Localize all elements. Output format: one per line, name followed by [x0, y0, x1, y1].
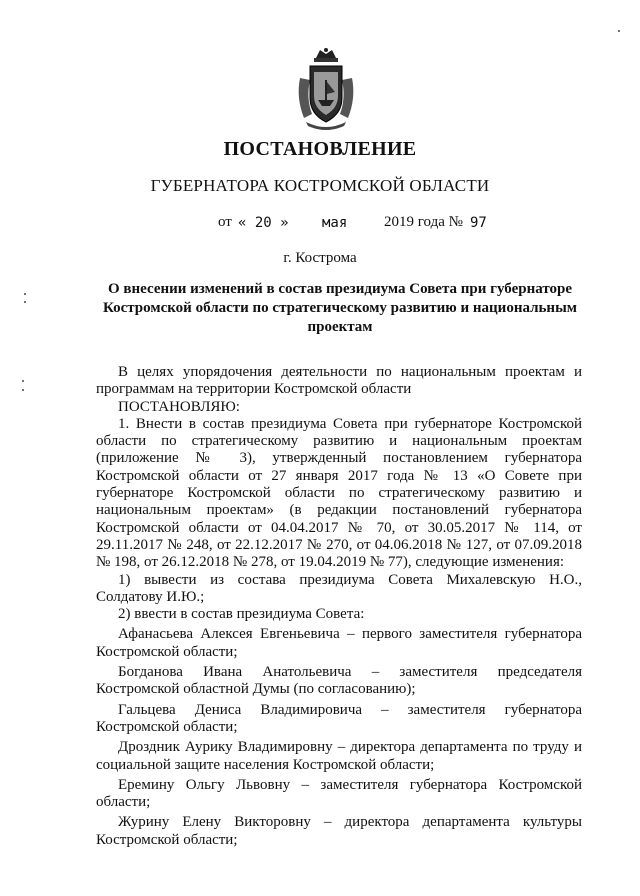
- date-prefix: от: [218, 214, 232, 230]
- paragraph: Еремину Ольгу Львовну – заместителя губернатора Костромской области;: [96, 776, 582, 811]
- paragraph: В целях упорядочения деятельности по национальным проектам и программам на территории Костромской области: [96, 364, 582, 398]
- paragraph: Богданова Ивана Анатольевича – заместителя председателя Костромской областной Думы (по согласованию);: [96, 664, 582, 698]
- document-body: [96, 364, 582, 849]
- paragraph: 1) вывести из состава президиума Совета Михалевскую Н.О., Солдатову И.Ю.;: [96, 571, 582, 605]
- paragraph: 1. Внести в состав президиума Совета при губернаторе Костромской области по стратегическому развитию и национальным проектам (приложение № 3), утвержденный постановлением губернатора Костромской области от 27 января 2017 года № 13 «О Совете при губернаторе Костромской области по стратегическому развитию и национальным проектам» (в редакции постановлений губернатора Костромской области от 04.04.2017 № 70, от 30.05.2017 № 114, от 29.11.2017 № 248, от 22.12.2017 № 270, от 04.06.2018 № 127, от 07.09.2018 № 198, от 26.12.2018 № 278, от 19.04.2019 № 77), следующие изменения:: [96, 415, 582, 571]
- kostroma-coat-of-arms-icon: [292, 48, 360, 132]
- date-day: « 20 »: [238, 215, 289, 231]
- scan-speck: [22, 389, 24, 391]
- date-year: 2019 года №: [384, 214, 463, 230]
- document-number: 97: [470, 215, 487, 231]
- document-heading: О внесении изменений в состав президиума Совета при губернаторе Костромской области по стратегическому развитию и национальным проектам: [102, 281, 578, 335]
- paragraph: ПОСТАНОВЛЯЮ:: [118, 398, 240, 415]
- document-issuer: ГУБЕРНАТОРА КОСТРОМСКОЙ ОБЛАСТИ: [150, 176, 490, 195]
- scan-speck: [24, 293, 26, 295]
- document-city: г. Кострома: [283, 250, 357, 266]
- paragraph: Гальцева Дениса Владимировича – заместителя губернатора Костромской области;: [96, 701, 582, 735]
- paragraph: Журину Елену Викторовну – директора департамента культуры Костромской области;: [96, 814, 582, 848]
- paragraph: Афанасьева Алексея Евгеньевича – первого заместителя губернатора Костромской области;: [96, 626, 582, 660]
- scan-speck: [618, 30, 620, 32]
- document-title: ПОСТАНОВЛЕНИЕ: [223, 138, 417, 160]
- paragraph: Дроздник Аурику Владимировну – директора департамента по труду и социальной защите населения Костромской области;: [96, 739, 582, 773]
- scan-speck: [22, 380, 24, 382]
- paragraph: 2) ввести в состав президиума Совета:: [118, 606, 365, 623]
- date-month: мая: [322, 215, 348, 231]
- scan-speck: [24, 301, 26, 303]
